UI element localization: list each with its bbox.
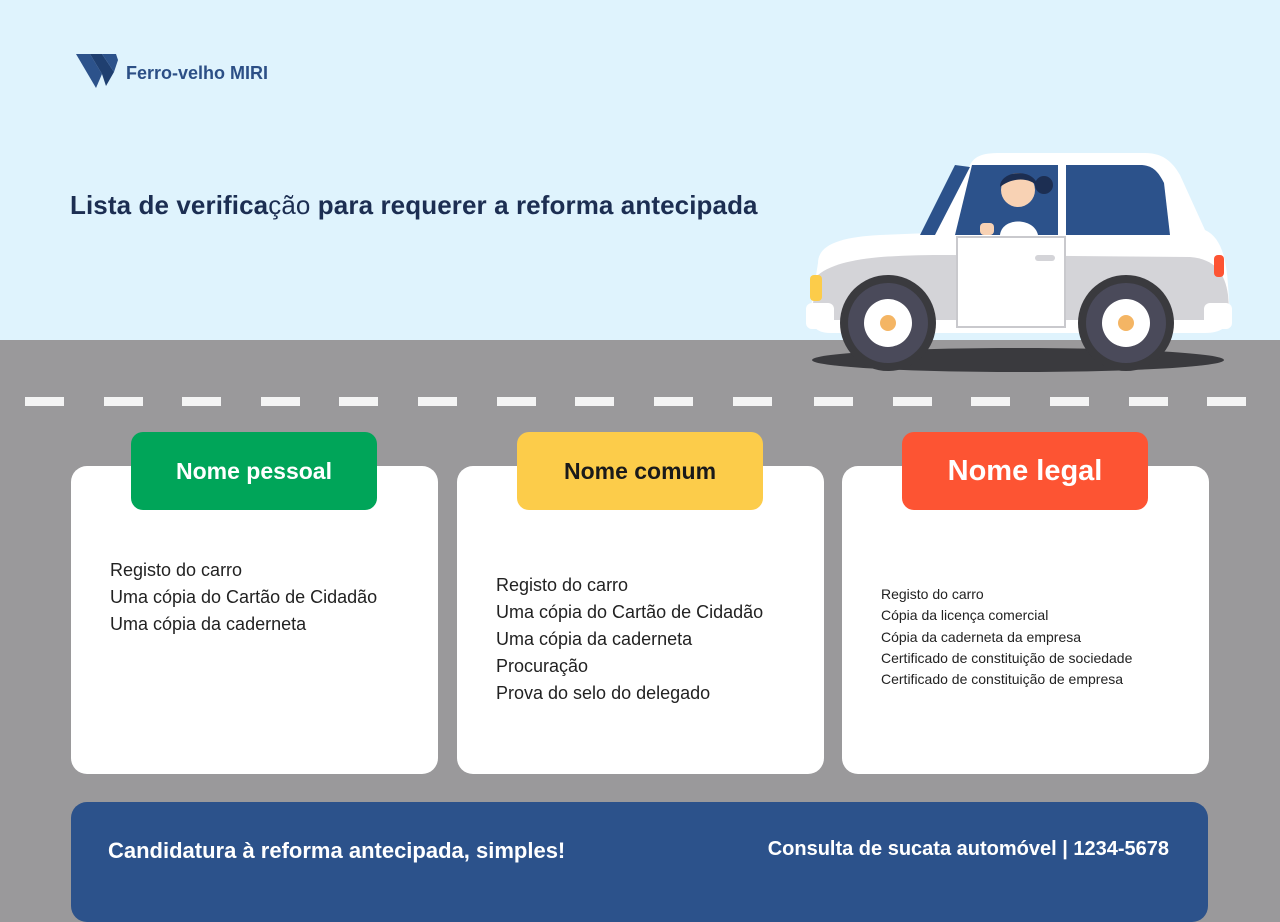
list-item: Registo do carro — [110, 560, 243, 580]
page-title — [70, 190, 758, 221]
list-item: Procuração — [496, 656, 589, 676]
list-item: Registo do carro — [881, 586, 984, 602]
tag-nome-legal: Nome legal — [902, 432, 1148, 510]
title-part-3: para requerer a reforma antecipada — [310, 190, 758, 220]
list-item: Uma cópia do Cartão de Cidadão — [496, 602, 764, 622]
brand-logo-icon — [76, 52, 118, 95]
tag-nome-pessoal: Nome pessoal — [131, 432, 377, 510]
brand-name: Ferro-velho MIRI — [126, 63, 269, 83]
list-item: Registo do carro — [496, 575, 629, 595]
footer-tagline: Candidatura à reforma antecipada, simples! — [108, 838, 566, 863]
list-item: Uma cópia da caderneta — [496, 629, 693, 649]
list-nome-pessoal — [110, 557, 377, 638]
list-item: Certificado de constituição de sociedade — [881, 649, 1133, 666]
tag-nome-comum: Nome comum — [517, 432, 763, 510]
title-part-2: ção — [268, 190, 311, 220]
list-item: Prova do selo do delegado — [496, 683, 711, 703]
title-part-1: Lista de verifica — [70, 190, 269, 220]
footer-banner — [71, 802, 1208, 922]
footer-contact[interactable]: Consulta de sucata automóvel | 1234-5678 — [767, 838, 1169, 860]
brand[interactable] — [76, 52, 268, 95]
list-item: Uma cópia do Cartão de Cidadão — [110, 587, 378, 607]
list-item: Cópia da caderneta da empresa — [881, 628, 1082, 645]
car-with-driver-illustration — [800, 145, 1240, 385]
list-nome-comum — [496, 572, 763, 707]
list-item: Cópia da licença comercial — [881, 607, 1049, 624]
list-item: Certificado de constituição de empresa — [881, 671, 1124, 688]
list-item: Uma cópia da caderneta — [110, 614, 307, 634]
list-nome-legal — [881, 584, 1132, 690]
